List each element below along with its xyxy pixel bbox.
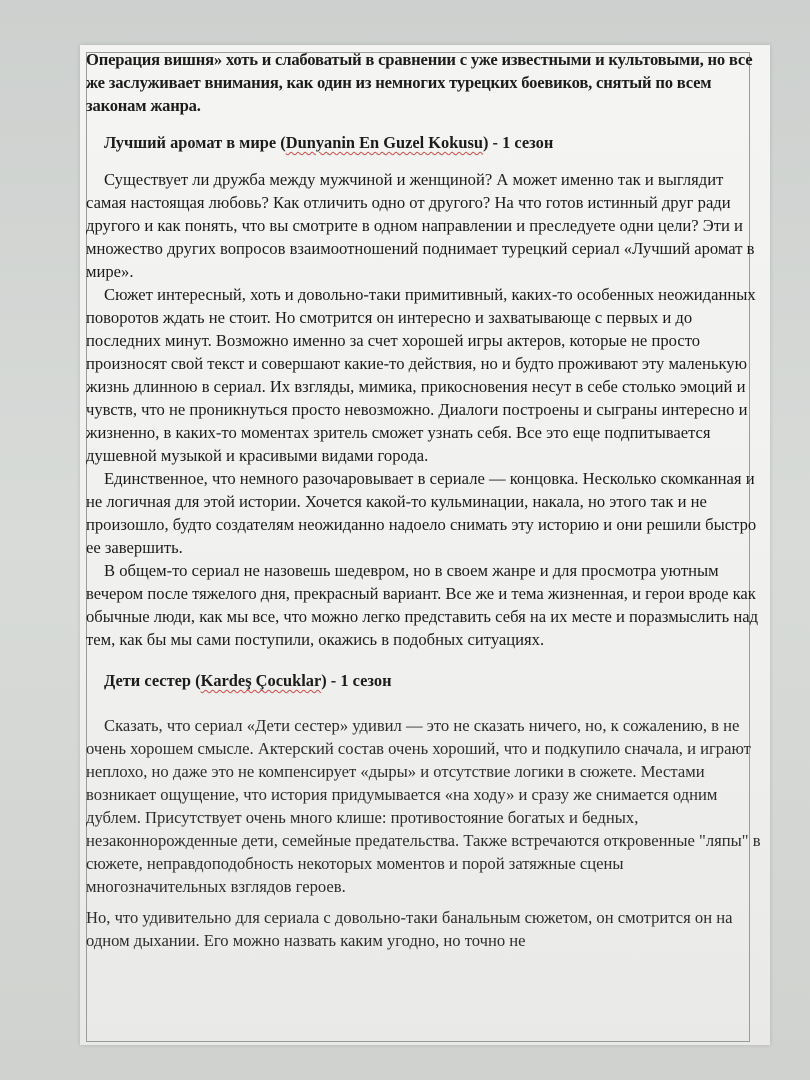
section-2-paragraph: Но, что удивительно для сериала с довольно-таки банальным сюжетом, он смотрится он на одном дыхании. Его можно назвать каким угодно, но точно не xyxy=(86,908,733,950)
section-1-paragraph: В общем-то сериал не назовешь шедевром, но в своем жанре и для просмотра уютным вечером после тяжелого дня, прекрасный вариант. Все же и тема жизненная, и герои вроде как обычные люди, как мы все, что можно легко представить себя на их месте и поразмыслить над тем, как бы мы сами поступили, окажись в подобных ситуациях. xyxy=(86,561,759,649)
document-body xyxy=(86,48,766,952)
section-1-paragraph: Существует ли дружба между мужчиной и женщиной? А может именно так и выглядит самая настоящая любовь? Как отличить одно от другого? На что готов истинный друг ради другого и как понять, что вы смотрите в одном направлении и преследуете одни цели? Эти и множество других вопросов взаимоотношений поднимает турецкий сериал «Лучший аромат в мире». xyxy=(86,170,755,281)
section-2-paragraph: Сказать, что сериал «Дети сестер» удивил — это не сказать ничего, но, к сожалению, в не очень хорошем смысле. Актерский состав очень хороший, что и подкупило сначала, и играют неплохо, но даже это не компенсирует «дыры» и отсутствие логики в сюжете. Местами возникает ощущение, что история придумывается «на ходу» и сразу же снимается одним дублем. Присутствует очень много клише: противостояние богатых и бедных, незаконнорожденные дети, семейные предательства. Также встречаются откровенные "ляпы" в сюжете, неправдоподобность некоторых моментов и порой затяжные сцены многозначительных взглядов героев. xyxy=(86,716,761,896)
section-heading-1 xyxy=(86,131,766,154)
intro-paragraph: Операция вишня» хоть и слабоватый в сравнении с уже известными и культовыми, но все же заслуживает внимания, как один из немногих турецких боевиков, снятый по всем законам жанра. xyxy=(86,50,753,115)
section-heading-2 xyxy=(86,669,766,692)
heading-1-suffix: ) - 1 сезон xyxy=(482,133,554,152)
section-1-paragraph: Единственное, что немного разочаровывает в сериале — концовка. Несколько скомканная и не логичная для этой истории. Хочется какой-то кульминации, накала, но этого так и не произошло, будто создателям неожиданно надоело снимать эту историю и они решили быстро ее завершить. xyxy=(86,469,757,557)
section-1-paragraph: Сюжет интересный, хоть и довольно-таки примитивный, каких-то особенных неожиданных поворотов ждать не стоит. Но смотрится он интересно и захватывающе с первых и до последних минут. Возможно именно за счет хорошей игры актеров, которые не просто произносят свой текст и совершают какие-то действия, но и будто проживают эту маленькую жизнь длинною в сериал. Их взгляды, мимика, прикосновения несут в себе столько эмоций и чувств, что не проникнуться просто невозможно. Диалоги построены и сыграны интересно и жизненно, в каких-то моментах зритель сможет узнать себя. Все это еще подпитывается душевной музыкой и красивыми видами города. xyxy=(86,285,756,465)
heading-2-prefix: Дети сестер ( xyxy=(104,671,201,690)
heading-1-prefix: Лучший аромат в мире ( xyxy=(104,133,286,152)
heading-2-suffix: ) - 1 сезон xyxy=(321,671,392,690)
heading-2-original-title: Kardeş Çocuklar xyxy=(200,671,322,690)
heading-1-original-title: Dunyanin En Guzel Kokusu xyxy=(285,133,483,152)
